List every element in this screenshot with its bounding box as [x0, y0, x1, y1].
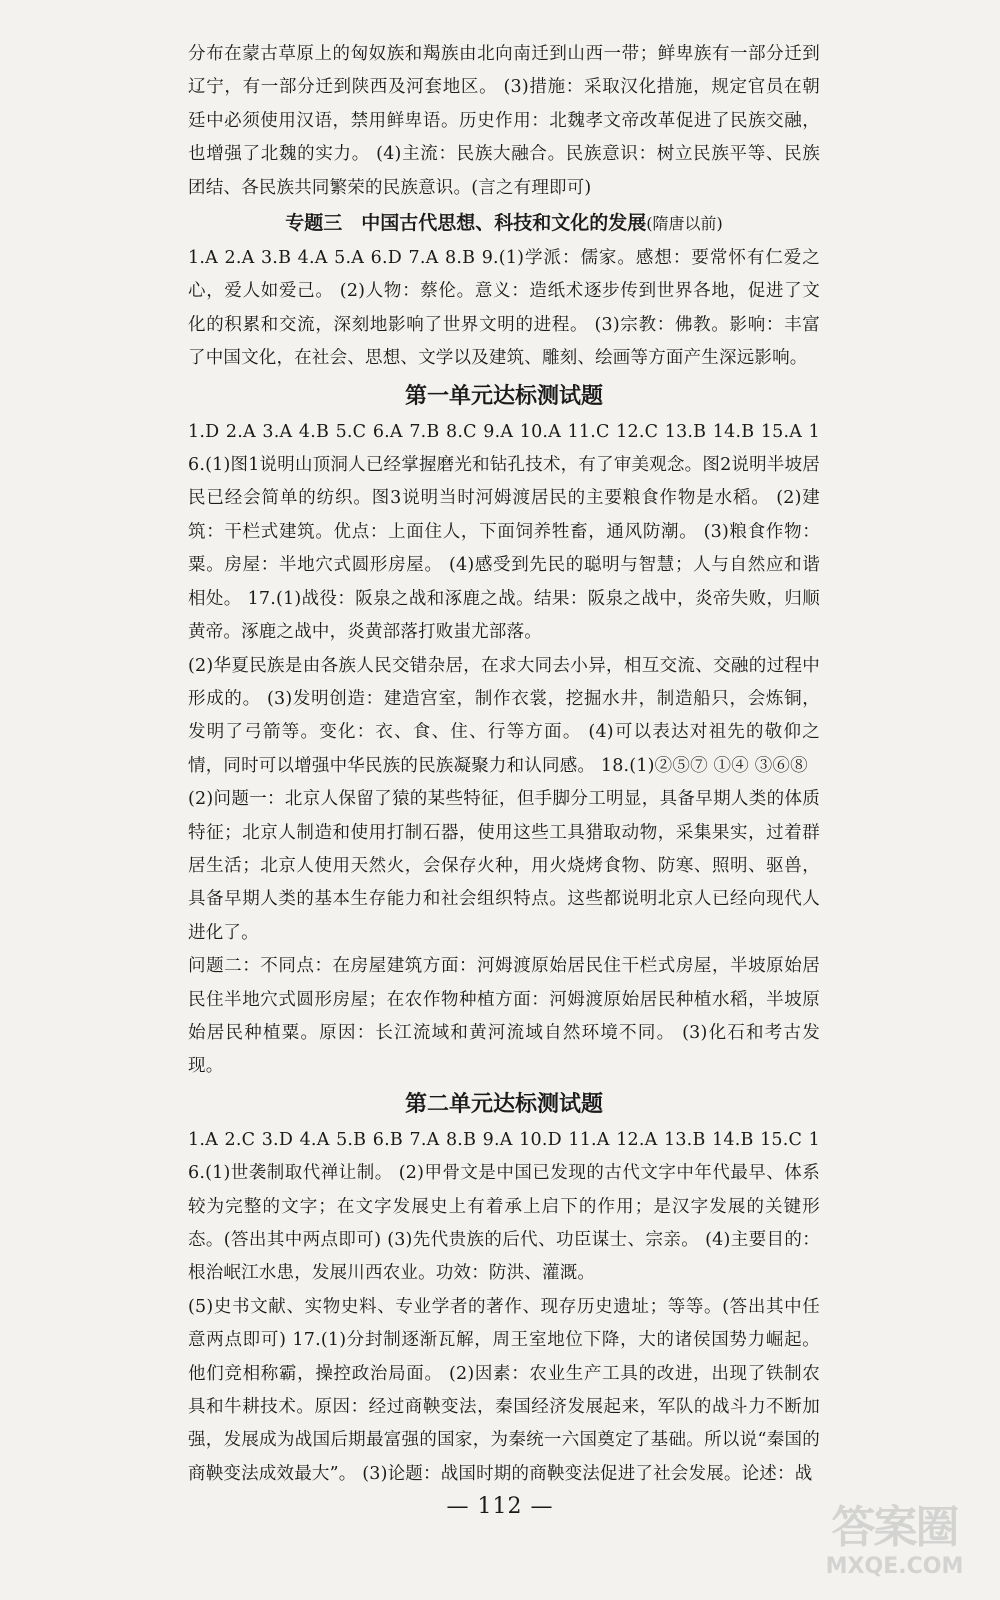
intro-paragraph: 分布在蒙古草原上的匈奴族和羯族由北向南迁到山西一带；鲜卑族有一部分迁到辽宁，有一部分迁到陕西及河套地区。 (3)措施：采取汉化措施，规定官员在朝廷中必须使用汉语，禁用鲜卑语。历史作用：北魏孝文帝改革促进了民族交融，也增强了北魏的实力。 (4)主流：民族大融合。民族意识：树立民族平等、民族团结、各民族共同繁荣的民族意识。(言之有理即可)	[188, 44, 820, 198]
unit2-answers-2: (5)史书文献、实物史料、专业学者的著作、现存历史遗址；等等。(答出其中任意两点即可) 17.(1)分封制逐渐瓦解，周王室地位下降，大的诸侯国势力崛起。他们竞相称霸，操控政治局面。 (2)因素：农业生产工具的改进，出现了铁制农具和牛耕技术。原因：经过商鞅变法，秦国经济发展起来，军队的战斗力不断加强，发展成为战国后期最富强的国家，为秦统一六国奠定了基础。所以说“秦国的商鞅变法成效最大”。 (3)论题：战国时期的商鞅变法促进了社会发展。论述：战	[188, 1296, 820, 1484]
topic3-heading	[188, 205, 820, 242]
page-content	[188, 38, 820, 1491]
topic3-title: 专题三 中国古代思想、科技和文化的发展	[285, 212, 647, 235]
watermark-domain: MXQE.COM	[825, 1554, 964, 1579]
topic3-note: (隋唐以前)	[646, 214, 723, 234]
unit1-heading: 第一单元达标测试题	[404, 382, 603, 409]
watermark-logo-text: 答案圈	[831, 1502, 958, 1553]
unit1-answers-4: 问题二：不同点：在房屋建筑方面：河姆渡原始居民住干栏式房屋，半坡原始居民住半地穴式圆形房屋；在农作物种植方面：河姆渡原始居民种植水稻，半坡原始居民种植粟。原因：长江流域和黄河流域自然环境不同。 (3)化石和考古发现。	[188, 956, 820, 1077]
unit2-answers-1: 1.A 2.C 3.D 4.A 5.B 6.B 7.A 8.B 9.A 10.D 11.A 12.A 13.B 14.B 15.C 16.(1)世袭制取代禅让制。 (2)甲骨文是中国已发现的古代文字中年代最早、体系较为完整的文字；在文字发展史上有着承上启下的作用；是汉字发展的关键形态。(答出其中两点即可) (3)先代贵族的后代、功臣谋士、宗亲。 (4)主要目的：根治岷江水患，发展川西农业。功效：防洪、灌溉。	[188, 1129, 820, 1284]
unit2-heading: 第二单元达标测试题	[404, 1090, 603, 1117]
watermark-logo	[807, 1502, 982, 1592]
topic3-answers: 1.A 2.A 3.B 4.A 5.A 6.D 7.A 8.B 9.(1)学派：儒家。感想：要常怀有仁爱之心，爱人如爱己。 (2)人物：蔡伦。意义：造纸术逐步传到世界各地，促进了文化的积累和交流，深刻地影响了世界文明的进程。 (3)宗教：佛教。影响：丰富了中国文化，在社会、思想、文学以及建筑、雕刻、绘画等方面产生深远影响。	[188, 248, 820, 369]
unit1-answers-1: 1.D 2.A 3.A 4.B 5.C 6.A 7.B 8.C 9.A 10.A 11.C 12.C 13.B 14.B 15.A 16.(1)图1说明山顶洞人已经掌握磨光和钻孔技术，有了审美观念。图2说明半坡居民已经会简单的纺织。图3说明当时河姆渡居民的主要粮食作物是水稻。 (2)建筑：干栏式建筑。优点：上面住人，下面饲养牲畜，通风防潮。 (3)粮食作物：粟。房屋：半地穴式圆形房屋。 (4)感受到先民的聪明与智慧；人与自然应和谐相处。 17.(1)战役：阪泉之战和涿鹿之战。结果：阪泉之战中，炎帝失败，归顺黄帝。涿鹿之战中，炎黄部落打败蚩尤部落。	[188, 421, 820, 643]
page-number: — 112 —	[446, 1494, 554, 1519]
unit1-answers-3: (2)问题一：北京人保留了猿的某些特征，但手脚分工明显，具备早期人类的体质特征；北京人制造和使用打制石器，使用这些工具猎取动物，采集果实，过着群居生活；北京人使用天然火，会保存火种，用火烧烤食物、防寒、照明、驱兽，具备早期人类的基本生存能力和社会组织特点。这些都说明北京人已经向现代人进化了。	[188, 789, 820, 943]
unit1-answers-2: (2)华夏民族是由各族人民交错杂居，在求大同去小异，相互交流、交融的过程中形成的。 (3)发明创造：建造宫室，制作衣裳，挖掘水井，制造船只，会炼铜，发明了弓箭等。变化：衣、食、住、行等方面。 (4)可以表达对祖先的敬仰之情，同时可以增强中华民族的民族凝聚力和认同感。 18.(1)②⑤⑦ ①④ ③⑥⑧	[188, 655, 820, 776]
